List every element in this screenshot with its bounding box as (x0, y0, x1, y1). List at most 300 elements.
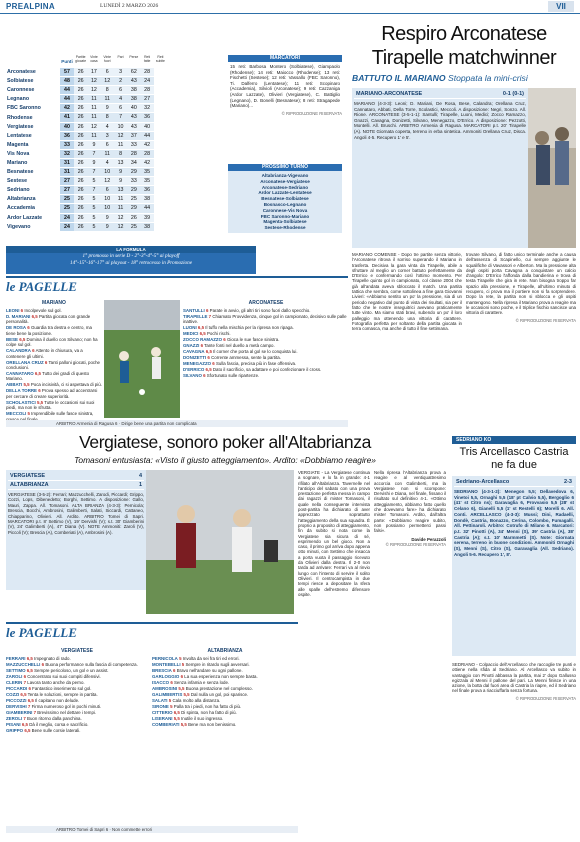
team-points: 42 (60, 104, 74, 112)
sedriano-article-text: SEDRIANO - Colpaccio dell'Arcellasco che raccoglie tre punti e ottiene nella sfida al Sedriano. Al Arcellasco va subito in vantaggio con Pinotti abbassa la partita, mai 2' dopo Gallusso egizzala al Menni il pallone del pari. La Menni finisce in una azione, la botta dal fuori area di Castria la riapre, ed il Sedriano nel finale prova a riacciuffarla senza fortuna. (452, 662, 576, 694)
ratings-2-home-heading: VERGIATESE (61, 648, 93, 654)
player-comment: Dà il meglio, corsa e sacrificio. (29, 722, 89, 727)
team-stat: 11 (87, 132, 100, 140)
player-comment: Firma numeroso gol in pochi minuti. (31, 704, 102, 709)
team-stat: 26 (74, 68, 87, 76)
player-name: COZZI (6, 692, 20, 697)
team-stat: 26 (74, 168, 87, 176)
team-points: 36 (60, 132, 74, 140)
team-name: Sedriano (7, 187, 30, 194)
team-stat: 44 (140, 204, 153, 212)
standings-row (6, 77, 220, 86)
team-stat: 29 (127, 168, 140, 176)
team-stat: 29 (127, 204, 140, 212)
player-grade: 6 (173, 668, 176, 673)
player-rating (6, 360, 102, 371)
team-stat: 38 (140, 223, 153, 231)
next-round-box (228, 164, 342, 233)
team-stat: 13 (114, 159, 127, 167)
player-name: DELLA TORRE (6, 388, 37, 394)
scorers-box (228, 55, 342, 116)
team-stat: 4 (101, 159, 114, 167)
player-comment: Concentrato sui suoi compiti difensivi. (27, 674, 101, 679)
fixture-item: Besnatese-Solbiatese (261, 196, 309, 202)
team-points: 25 (60, 195, 74, 203)
team-stat: 11 (101, 95, 114, 103)
team-stat: 2 (114, 77, 127, 85)
team-stat: 38 (127, 95, 140, 103)
player-rating (183, 325, 349, 330)
team-points: 24 (60, 214, 74, 222)
player-rating (183, 349, 349, 354)
team-points: 24 (60, 223, 74, 231)
team-stat: 28 (127, 150, 140, 158)
fixture-item: Altabrianza-Vigevano (261, 173, 309, 178)
player-name: SIRONE (152, 704, 169, 709)
standings-row (6, 86, 220, 95)
player-grade: 6,5 (34, 371, 41, 377)
article-1-column-2-text: trovare Silvano, di fatto unico terminale anche a causa dell'assenza di Scapinello, cui sempre aggiunte le squalifiche di Vavassori e Alberton. Ma la pressione alta degli ospiti porta Cavagna a conquistare un calcio d'angolo: D'Errico l'affonda dalla bandierina e trova di testa Tirapelle che gira in rete. Non bisogna troppo far spazio alla pressione, e Tirapelle, all'ultimo minuto di recupero, ci prova ma il portiere non si fa sorprendere. Dopo la rete, la partita non si sblocca e gli ospiti mantengono. Nella ripresa il Mariano prova a reagire ma le occasioni sono poche, e il triplice fischio sancisce una vittoria di carattere. (466, 252, 576, 316)
sedriano-teams: Sedriano-Arcellasco (456, 479, 510, 485)
sedriano-score: 2-3 (564, 479, 572, 485)
player-grade: 5 (181, 662, 185, 667)
player-comment: Involta da sei fra tiri ed errori. (182, 656, 240, 661)
team-stat: 7 (87, 150, 100, 158)
player-rating (152, 692, 298, 697)
player-grade: 5,5 (37, 399, 44, 405)
page-header (0, 0, 580, 14)
player-comment: Parate in avvio, gli altri tiri sono fuori dallo specchio. (209, 308, 311, 313)
team-stat: 26 (74, 223, 87, 231)
player-name: D. MARIANI (6, 314, 31, 319)
player-grade: 6 (44, 359, 48, 365)
player-rating (6, 308, 102, 313)
scorers-heading: MARCATORI (228, 55, 342, 62)
team-stat: 11 (87, 95, 100, 103)
team-name: Lentatese (7, 132, 32, 139)
player-rating (6, 704, 148, 709)
player-rating (6, 674, 148, 679)
player-grade: 7 (27, 704, 31, 709)
team-stat: 7 (114, 113, 127, 121)
team-stat: 28 (140, 86, 153, 94)
player-comment: Lavora tanto anche da perno. (27, 680, 85, 685)
team-stat: 13 (114, 186, 127, 194)
article-2-author: Davide Perazzoli (411, 536, 446, 542)
team-stat: 37 (127, 132, 140, 140)
ratings-1-referee: ARBITRO Armenia di Ragusa 6 · Dirige bene una partita non complicata (6, 420, 348, 427)
team-2-score: 1 (138, 482, 142, 488)
team-name: Arconatese (7, 69, 36, 76)
article-2-headline: Vergiatese, sonoro poker all'Altabrianza (79, 432, 371, 452)
team-stat: 10 (101, 195, 114, 203)
player-comment: Tutte le occasioni sui suoi piedi, ma non le sfrutta. (6, 399, 95, 411)
team-points: 25 (60, 204, 74, 212)
team-stat: 5 (87, 214, 100, 222)
player-name: GIAMBERINI (6, 710, 33, 715)
player-grade: 6,5 (205, 349, 212, 355)
player-name: LUONI (183, 325, 197, 331)
match-photo-icon (104, 300, 180, 418)
player-comment: Buona prestazione nel complesso. (185, 686, 253, 691)
player-comment: Di spinta, non ha fatto di più. (181, 710, 237, 715)
team-stat: 26 (74, 86, 87, 94)
fixture-item: Ardor Lazzate-Lentatese (258, 190, 312, 196)
newspaper-logo: PREALPINA (6, 2, 55, 11)
ratings-1-home-heading: MARIANO (42, 300, 66, 306)
player-grade: 6 (28, 686, 31, 691)
team-stat: 40 (127, 104, 140, 112)
article-1-photo (528, 88, 576, 248)
player-rating (6, 371, 102, 382)
team-stat: 17 (87, 68, 100, 76)
player-name: LEONI (6, 308, 20, 313)
team-stat: 39 (140, 214, 153, 222)
team-stat: 26 (74, 204, 87, 212)
team-stat: 11 (114, 195, 127, 203)
player-rating (6, 686, 148, 691)
article-1-subheadline (352, 73, 576, 84)
player-grade: 5,5 (23, 382, 30, 388)
player-grade: 6 (205, 308, 209, 313)
article-1-lineups: MARIANO (4-3-3): Leoni; D. Mariani, De Rosa, Bese, Calandra; Orellana Cruz, Cannataro, Abbati, Della Torre, Scolastici, Meccoli. A disposizione: Negri, Sonzo. All. Rione. ARCONATESE (3-5-1-1): Santulli; Tirapelle, Luoni, Medici; Zocco Ramazzo, Gnazzi, Cavagna, Donizetti, Silvano, Menegazzo, D'Errico. A disposizione: Pezzotti, Montelli. All. Bruschi. ARBITRO Armenia di Ragusa. MARCATORI p.t. 20' Tirapelle (A). NOTE Giornata coperta, terreno in erba sintetica. Ammoniti Orellana Cruz, Disca. Angoli 4-5. Recupero 1' e 5'. (354, 101, 526, 140)
team-stat: 26 (74, 141, 87, 149)
team-stat: 29 (127, 186, 140, 194)
team-stat: 34 (127, 159, 140, 167)
team-name: Legnano (7, 96, 30, 103)
sedriano-score-row (454, 478, 574, 487)
team-stat: 38 (140, 195, 153, 203)
article-2-photo (146, 470, 294, 614)
player-grade: 7 (23, 716, 26, 721)
ratings-2-home-list (6, 656, 148, 733)
team-name: Sestese (7, 178, 28, 185)
team-stat: 6 (114, 86, 127, 94)
team-stat: 26 (74, 186, 87, 194)
team-stat: 9 (101, 104, 114, 112)
article-2-credit: © RIPRODUZIONE RISERVATA (385, 541, 446, 547)
header-points: Punti (61, 59, 73, 64)
player-grade: 6,5 (173, 710, 180, 715)
player-comment: Inutile il suo ingresso. (181, 716, 224, 721)
team-stat: 8 (114, 150, 127, 158)
team-points: 31 (60, 168, 74, 176)
team-stat: 26 (74, 195, 87, 203)
team-points: 33 (60, 141, 74, 149)
player-rating (6, 325, 102, 336)
team-stat: 26 (74, 159, 87, 167)
player-rating (6, 400, 102, 411)
team-stat: 26 (74, 123, 87, 131)
team-stat: 6 (101, 68, 114, 76)
fixture-item: Arconatese-Vergiatese (260, 178, 310, 184)
player-rating (6, 668, 148, 673)
article-2-match-sheet (6, 470, 146, 590)
article-2-column-1: VERGIATE - La Vergiatese continua a sognare, e lo fa in grande: 4-1 rifilato all'Altabrianza. Tavernelle nel l'anticipo del sabato con una prova prestazione perfetta messa in campo dai ragazzi di mister Tomasoni, il quale nella conseguente intervista post-partita ha dichiarato di aver apprezzato soprattutto l'atteggiamento della sua squadra. È proprio a proposito di atteggiamento, fin da subito si nota come la Vergiatese sia sicura di sé, esprimendo un bel gioco. Non a caso, il primo gol arriva dopo appena otto minuti, con Settimo che insacca a porta vuota il passaggio ricevuto da Olivieri dalla destra. Il 2-0 non tarda ad arrivare: Ferrari va al rinvio lungo con l'intento di servire il solito Olivieri. Il centrocampista in due tempi riesce a depositare la sfera alle spalle dell'estremo difensore ospite. (298, 470, 370, 597)
player-comment: Poca incisività, ci si aspettava di più. (30, 382, 102, 388)
player-comment: Chiamato Provvidenza, cinque gol in campionato, decisivo sulle palle inattive. (183, 314, 347, 325)
team-points: 27 (60, 177, 74, 185)
ratings-2-away-heading: ALTABRIANZA (207, 648, 243, 654)
player-name: SALATI (152, 698, 168, 703)
ratings-1-header (6, 276, 348, 298)
player-comment: Sempre in ritardo sugli avversari. (185, 662, 250, 667)
fixture-item: Magenta-Solbiatese (263, 219, 307, 225)
team-stat: 26 (74, 177, 87, 185)
player-name: COMBERIATI (152, 722, 180, 727)
team-name: FBC Saronno (7, 105, 41, 112)
player-grade: 6 (200, 343, 204, 349)
team-stat: 43 (127, 77, 140, 85)
ratings-2-referee: ARBITRO Tomei di Sapri 6 · Non commette errori (6, 826, 298, 833)
player-comment: Brevissimo nel dettare i tempi. (37, 710, 97, 715)
crowd-photo-icon (528, 88, 576, 248)
team-stat: 12 (101, 77, 114, 85)
team-1-name: VERGIATESE (10, 473, 46, 479)
player-name: MEDICI (183, 331, 199, 337)
team-stat: 12 (87, 77, 100, 85)
issue-date: LUNEDÌ 2 MARZO 2026 (100, 3, 159, 9)
player-comment: Partita giocata con grande personalità. (6, 314, 91, 325)
player-name: MENEGAZZO (183, 361, 212, 367)
player-grade: 6,5 (205, 367, 212, 373)
player-comment: Il corner che porta al gol se lo conquista lui. (213, 349, 298, 355)
standings-row (6, 68, 220, 77)
match-score: 0-1 (0-1) (502, 91, 524, 97)
team-points: 32 (60, 150, 74, 158)
standings-row (6, 113, 220, 122)
player-comment: Bene sulle corsie laterali. (31, 728, 81, 733)
team-stat: 25 (127, 223, 140, 231)
team-points: 44 (60, 95, 74, 103)
team-stat: 35 (140, 177, 153, 185)
player-name: AMBROSINI (152, 686, 178, 691)
standings-row (6, 150, 220, 159)
team-name: Accademia (7, 205, 35, 212)
player-comment: Dal nulla un gol, poi sparisce. (190, 692, 249, 697)
team-stat: 12 (114, 223, 127, 231)
team-stat: 26 (74, 132, 87, 140)
player-grade: 6,5 (31, 314, 38, 319)
player-comment: Palla tra i piedi, non ha fatto di più. (173, 704, 242, 709)
team-name: Mariano (7, 159, 28, 166)
player-comment: Cala molto alla distanza. (172, 698, 221, 703)
header-losses: Perse (129, 55, 139, 59)
header-played: Partite giocate (75, 55, 87, 63)
player-rating (6, 722, 148, 727)
player-grade: 6 (170, 680, 173, 685)
standings-row (6, 141, 220, 150)
player-rating (152, 686, 298, 691)
team-stat: 26 (74, 104, 87, 112)
article-1-credit: © RIPRODUZIONE RISERVATA (515, 317, 576, 323)
team-stat: 36 (140, 186, 153, 194)
standings-row (6, 195, 220, 204)
ratings-2-away (152, 648, 298, 728)
player-comment: Tanti palloni giocati, poche conclusioni. (6, 359, 100, 371)
player-name: ZAROLI (6, 674, 23, 679)
team-name: Vergiatese (7, 123, 34, 130)
formula-line-1: 1° promosso in serie D - 2°-3°-4°-5° ai playoff (82, 253, 180, 259)
article-1-column-1: MARIANO COMENSE - Dopo tre partite senza vittorie, l'Arconatese ritrova il sorriso superando il Mariano in trasferta. Decisiva la gara vinta da Tirapelle, abile a sfruttare al meglio un corner battuto perfettamente da D'Errico e confermando così l'ottimo momento. Per Tirapelle quinto gol in campionato, col classe 2004 che già all'andata aveva sbloccato il match. Una partita tattica che sembra, come sottolinea a fine gara Giovanni Livieri: «Abbiamo sentito un po' la pressione, sia di un periodo negativo dal punto di vista dei risultati, sia per il fatto che le nostre inseguitrici avevano praticamente tutte vinto. Ma siamo stati bravi, subendo un po' il loro palleggio ma ottenendo una vittoria di carattere. Fotografia perfetta per soltanto della partita giocata in terra comasca, ma anche di tutto il fine settimana. (352, 252, 462, 332)
team-points: 27 (60, 186, 74, 194)
article-2-column-2 (374, 470, 446, 547)
ratings-2-title: le PAGELLE (6, 625, 77, 640)
team-stat: 26 (127, 214, 140, 222)
player-rating (183, 361, 349, 366)
ratings-1-away-list (183, 308, 349, 379)
player-rating (6, 710, 148, 715)
team-stat: 40 (140, 123, 153, 131)
player-rating (183, 343, 349, 348)
team-stat: 9 (101, 214, 114, 222)
team-stat: 10 (101, 168, 114, 176)
team-stat: 11 (114, 141, 127, 149)
player-rating (6, 698, 148, 703)
team-stat: 44 (140, 132, 153, 140)
player-rating (6, 662, 148, 667)
fixture-item: Caronnese-Vis Nova (262, 207, 308, 213)
team-stat: 10 (114, 123, 127, 131)
team-2-row (8, 481, 144, 490)
player-grade: 6 (38, 388, 41, 394)
player-comment: Attento in chiusura, va a contenere gli ultimi. (6, 348, 83, 359)
player-rating (6, 728, 148, 733)
team-stat: 35 (140, 168, 153, 176)
standings-table (6, 68, 220, 232)
player-rating (183, 355, 349, 360)
formula-heading: LA FORMULA (6, 246, 256, 253)
player-rating (183, 367, 349, 372)
player-grade: 6,5 (20, 692, 27, 697)
player-name: ABBATI (6, 382, 23, 388)
team-name: Solbiatese (7, 78, 34, 85)
team-stat: 12 (101, 177, 114, 185)
team-name: Besnatese (7, 169, 34, 176)
player-name: DONIZETTI (183, 355, 207, 361)
header-draws: Pari (117, 55, 124, 59)
player-rating (152, 674, 298, 679)
ratings-1-home (6, 300, 102, 423)
article-1-match-sheet (352, 88, 528, 248)
sedriano-headline: Tris Arcellasco Castria ne fa due (459, 446, 569, 471)
team-name: Altabrianza (7, 196, 36, 203)
player-name: GNAZZI (183, 343, 200, 349)
player-name: TIRAPELLE (183, 314, 208, 319)
team-stat: 27 (140, 95, 153, 103)
player-name: ORELLANA CRUZ (6, 359, 44, 365)
article-1-column-2 (466, 252, 576, 323)
team-stat: 9 (87, 141, 100, 149)
player-name: LISERANI (152, 716, 173, 721)
team-stat: 26 (74, 150, 87, 158)
player-grade: 6,5 (26, 656, 33, 661)
team-stat: 11 (87, 104, 100, 112)
ratings-1-away-heading: ARCONATESE (248, 300, 284, 306)
team-stat: 28 (140, 68, 153, 76)
player-name: SILVANO (183, 373, 202, 379)
standings-row (6, 177, 220, 186)
player-comment: Bravo nell'andare su ogni pallone. (176, 668, 243, 673)
player-name: SETTIMO (6, 668, 26, 673)
ratings-2-home (6, 648, 148, 734)
scorers-credit: © RIPRODUZIONE RISERVATA (281, 110, 342, 116)
match-teams: MARIANO-ARCONATESE (356, 91, 423, 97)
sedriano-section-bar: SEDRIANO KO (452, 436, 576, 444)
article-1-headline: Respiro Arconatese Tirapelle matchwinner (371, 23, 557, 69)
player-rating (6, 388, 102, 399)
team-stat: 9 (114, 168, 127, 176)
team-stat: 7 (87, 168, 100, 176)
team-stat: 11 (87, 113, 100, 121)
player-name: BRESCIA (152, 668, 172, 673)
player-name: PISANI (6, 722, 21, 727)
team-points: 44 (60, 86, 74, 94)
player-rating (183, 337, 349, 342)
team-stat: 5 (87, 204, 100, 212)
team-stat: 32 (140, 104, 153, 112)
player-comment: Il capitano non delude. (35, 698, 80, 703)
player-comment: Tutto dei gradi di questo Mariano. (6, 371, 90, 382)
player-grade: 6,5 (26, 668, 33, 673)
team-stat: 6 (114, 104, 127, 112)
header-home-wins: Vinte casa (90, 55, 98, 63)
team-stat: 33 (127, 177, 140, 185)
team-name: Vigevano (7, 223, 31, 230)
team-stat: 6 (101, 186, 114, 194)
player-grade: 5 (170, 704, 173, 709)
team-stat: 9 (101, 223, 114, 231)
player-grade: 6 (20, 308, 24, 313)
ratings-1-away (183, 300, 349, 379)
team-name: Caronnese (7, 87, 35, 94)
player-rating (152, 698, 298, 703)
player-comment: Fantastico inserimento sul gol. (32, 686, 92, 691)
player-grade: 7 (208, 314, 212, 319)
player-grade: 6,5 (27, 698, 34, 703)
article-1-sub-name: BATTUTO IL MARIANO (352, 73, 446, 83)
player-grade: 6,5 (24, 728, 31, 733)
player-name: PERNICOLA (152, 656, 178, 661)
team-stat: 12 (87, 123, 100, 131)
player-comment: La sua esperienza non sempre basta. (184, 674, 258, 679)
standings-header (60, 55, 220, 68)
ratings-1-home-list (6, 308, 102, 422)
formula-line-2: 14°-15°-16°-17° ai playout - 18° retrocesso in Promozione (69, 259, 193, 266)
page-number: VII (548, 1, 574, 12)
header-away-wins: Vinte fuori (103, 55, 112, 63)
team-photo-icon (146, 470, 294, 614)
team-stat: 26 (74, 77, 87, 85)
player-rating (152, 704, 298, 709)
team-stat: 7 (87, 186, 100, 194)
article-1-sub-rest: Stoppata la mini-crisi (447, 73, 528, 83)
player-name: SANTULLI (183, 308, 205, 313)
player-name: PICCOZZI (6, 698, 27, 703)
player-grade: 6 (27, 325, 30, 331)
player-rating (183, 308, 349, 313)
scorers-text: 15 reti: Barbosa Montero (Solbiatese), Giampaolo (Rhodense); 14 reti: Maiocco (Rhodense); 13 reti: Fischetti (Sestese); 12 reti: Vassallo (FBC Saronno), Ti. Dalferro (Lentatese); 11 reti: Scopinaro (Accademia), Silvioli (Arconatese); 9 reti: Cazzaniga (Ardor Lazzate), Olivieri (Vergiatese), C. Battiglio (Legnano), D. Bonelli (Besnatese); 8 reti: Stragapede (Mariano)... (230, 64, 340, 109)
team-stat: 6 (101, 141, 114, 149)
header-goals-against: Reti subite (155, 55, 165, 63)
player-grade: 6 (207, 355, 210, 361)
team-stat: 43 (127, 123, 140, 131)
player-grade: 6,5 (197, 325, 205, 331)
team-stat: 28 (140, 150, 153, 158)
team-stat: 3 (101, 132, 114, 140)
team-stat: 33 (127, 141, 140, 149)
ratings-2-away-list (152, 656, 298, 727)
